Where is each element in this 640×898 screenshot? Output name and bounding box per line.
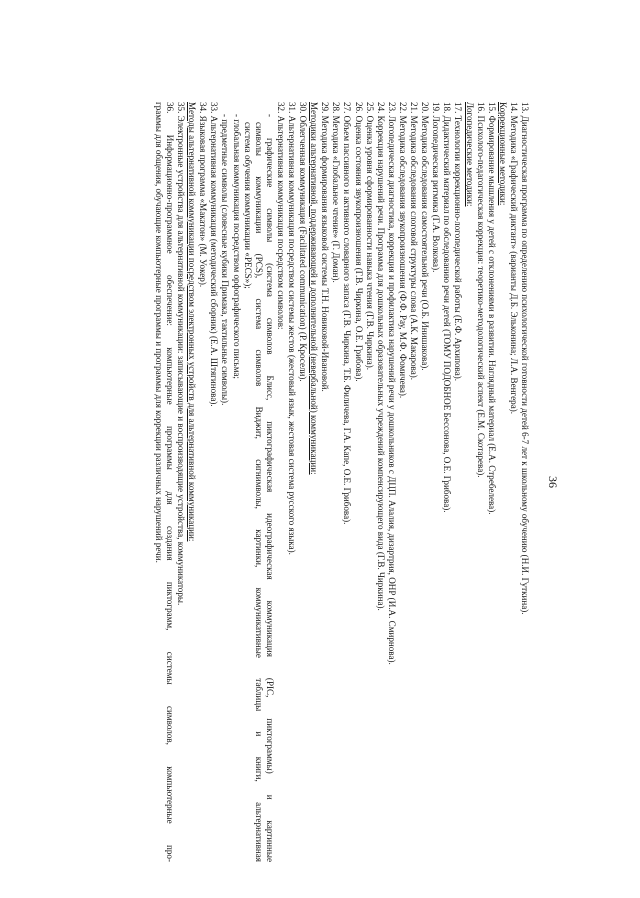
text-line: 23. Логопедическая диагностика, коррекция и профилактика нарушений речи у дошкольников с ДЦП. Алалия, дизартрия, ОНР (И.А. Смирнова). (386, 102, 397, 665)
text-line: 19. Логопедическая ритмика (Г.А. Волкова). (431, 102, 442, 273)
text-line: 25. Оценка уровня сформированности навыка чтения (Г.В. Чиркина). (364, 102, 375, 371)
text-line: 36. Информационно-программное обеспечение: компьютерные программы для создания пиктограмм, системы символов, компьютерные про- (165, 102, 175, 862)
text-line: 32. Альтернативная коммуникация посредством символов: (275, 102, 286, 330)
text-line: символы коммуникации (PCS), система символов Виджит, сигнимволы, картинки, коммуникативные таблицы и книги, альтернативная (253, 122, 264, 862)
text-line: 30. Облегченная коммуникация (Facilitated communication) (Р. Кросели). (298, 102, 309, 382)
section-heading: Коррекционные методики: (497, 102, 508, 206)
text-line: 13. Диагностическая программа по определению психологической готовности детей 6-7 лет к школьному обучению (Н.И. Гуткина). (520, 102, 530, 615)
text-line: 14. Методика «Графический диктант» (варианты Д.Б. Эльконина; Л.А. Венгера). (508, 102, 519, 415)
text-line: 31. Альтернативная коммуникация посредством системы жестов (жестовый язык, жестовая система русского языка). (287, 102, 298, 555)
text-line: 16. Психолого-педагогическая коррекция: теоретико-методологический аспект (Е.М. Скотарева). (475, 102, 486, 478)
text-line: 24. Коррекция нарушений речи. Программа для дошкольных образовательных учреждений компенсирующего вида (Г.В. Чиркина). (375, 102, 386, 611)
text-line: - предметные символы (словесные кубики Примака, тактильные символы). (220, 114, 231, 406)
text-line: - графические символы (система символов Блисс, пиктографическая идеографическая коммуникация (PIC, пиктограммы) и картинные (264, 114, 275, 862)
text-line: граммы для общения, обучающие компьютерные программы и программы для коррекции различных нарушений речи. (153, 102, 164, 563)
text-line: 29. Методика формирования языковой системы Т.Н. Новиковой-Ивановой. (320, 102, 331, 392)
text-line: - глобальная коммуникация посредством орфографического письма; (231, 114, 242, 379)
text-line: 20. Методика обследования самостоятельной речи (О.Б. Инишакова). (420, 102, 431, 371)
text-line: 34. Языковая программа «Макатон» (М. Уокер). (198, 102, 209, 288)
document-body (153, 102, 530, 862)
text-line: 27. Объем пассивного и активного словарного запаса (Г.В. Чиркина, Т.Б. Филичева, Г.А. Капе, О.Е. Грибова). (342, 102, 353, 525)
text-line: 21. Методика обследования слоговой структуры слова (А.К. Макарова). (409, 102, 420, 381)
page-number: 36 (546, 476, 560, 488)
text-line: 22. Методика обследования звукопроизношения (Ф.Ф. Рау, М.Ф. Фомичева). (397, 102, 408, 399)
rotated-text-block (55, 102, 560, 862)
text-line: 26. Оценка состояния звукопроизношения (Г.В. Чиркина, О.Е. Грибова). (353, 102, 364, 382)
section-heading: Методы альтернативной коммуникации посредством электронных устройств для альтернативной коммуникации: (187, 102, 198, 542)
text-line: 18. Дидактический материал по обследованию речи детей (ТОМУ ПОДОБНОЕ Бессонова, О.Е. Грибова). (442, 102, 453, 513)
text-line: 35. Электронные устройства для альтернативной коммуникации: записывающие и воспроизводящие устройства, коммуникаторы. (176, 102, 187, 606)
section-heading: Логопедические методики: (464, 102, 475, 207)
section-heading: Методики альтернативной, поддерживающей и дополнительной (невербальной) коммуникации: (309, 102, 320, 475)
text-line: 33. Альтернативная коммуникация (методический сборник) (Е.А. Штягинова). (209, 102, 220, 407)
text-line: система обучения коммуникации «PECS»); (242, 122, 253, 289)
text-line: 28. Методика «Глобальное чтение» (Г. Доман). (331, 102, 342, 283)
text-line: 15. Формирование мышления у детей с отклонениями в развитии. Наглядный материал (Е.А. Стребелева). (486, 102, 497, 515)
text-line: 17. Технологии коррекционно-логопедической работы (Е.Ф. Архипова). (453, 102, 464, 382)
